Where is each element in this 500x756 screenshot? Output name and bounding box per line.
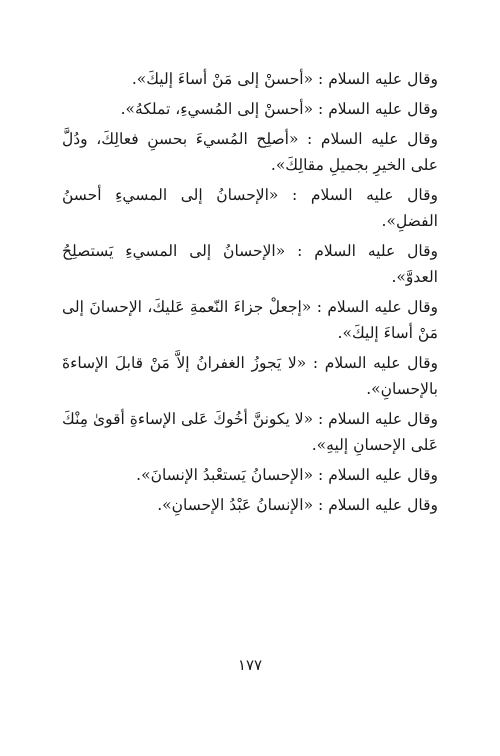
saying-separator: : bbox=[318, 466, 324, 484]
saying-text: «الإحسانُ يَستعْبدُ الإنسانَ». bbox=[136, 466, 314, 484]
saying-speaker: وقال عليه السلام bbox=[310, 186, 438, 204]
saying-text: «أحسنْ إلى المُسيءِ، تملكهُ». bbox=[120, 100, 314, 118]
saying-text: «الإحسانُ إلى المسيءِ يَستصلِحُ العدوَّ». bbox=[62, 242, 438, 286]
saying-separator: : bbox=[297, 242, 303, 260]
saying-speaker: وقال عليه السلام bbox=[324, 354, 438, 372]
saying-1 bbox=[62, 66, 438, 92]
saying-text: «لا يكوننَّ أخُوكَ عَلى الإساءةِ أقوىٰ مِنْكَ عَلى الإحسانِ إليهِ». bbox=[62, 410, 438, 454]
saying-10 bbox=[62, 492, 438, 518]
saying-separator: : bbox=[318, 496, 324, 514]
saying-text: «أحسنْ إلى مَنْ أساءَ إليكَ». bbox=[131, 70, 314, 88]
saying-3 bbox=[62, 126, 438, 178]
saying-separator: : bbox=[316, 298, 322, 316]
saying-speaker: وقال عليه السلام bbox=[328, 100, 438, 118]
saying-text: «الإحسانُ إلى المسيءِ أحسنُ الفضلِ». bbox=[62, 186, 438, 230]
saying-speaker: وقال عليه السلام bbox=[328, 466, 438, 484]
saying-speaker: وقال عليه السلام bbox=[328, 70, 438, 88]
saying-speaker: وقال عليه السلام bbox=[314, 242, 438, 260]
saying-4 bbox=[62, 182, 438, 234]
saying-speaker: وقال عليه السلام bbox=[328, 410, 438, 428]
saying-text: «الإنسانُ عَبْدُ الإحسانِ». bbox=[157, 496, 314, 514]
saying-speaker: وقال عليه السلام bbox=[320, 130, 438, 148]
saying-separator: : bbox=[318, 100, 324, 118]
saying-speaker: وقال عليه السلام bbox=[328, 496, 438, 514]
sayings-block bbox=[62, 66, 438, 522]
saying-separator: : bbox=[292, 186, 298, 204]
saying-separator: : bbox=[318, 70, 324, 88]
saying-8 bbox=[62, 406, 438, 458]
saying-speaker: وقال عليه السلام bbox=[327, 298, 438, 316]
saying-6 bbox=[62, 294, 438, 346]
page-number: ١٧٧ bbox=[237, 656, 263, 674]
saying-separator: : bbox=[312, 354, 319, 372]
saying-2 bbox=[62, 96, 438, 122]
saying-7 bbox=[62, 350, 438, 402]
saying-9 bbox=[62, 462, 438, 488]
saying-text: «أصلِح المُسيءَ بحسنِ فعالِكَ، ودُلَّ على الخيرِ بجميلِ مقالِكَ». bbox=[62, 130, 438, 174]
saying-separator: : bbox=[318, 410, 324, 428]
saying-text: «إجعلْ جزاءَ النّعمةِ عَليكَ، الإحسانَ إلى مَنْ أساءَ إليكَ». bbox=[62, 298, 438, 342]
saying-separator: : bbox=[307, 130, 313, 148]
saying-5 bbox=[62, 238, 438, 290]
saying-text: «لا يَجوزُ الغفرانُ إلاَّ مَنْ قابلَ الإساءةَ بالإحسانِ». bbox=[62, 354, 438, 398]
